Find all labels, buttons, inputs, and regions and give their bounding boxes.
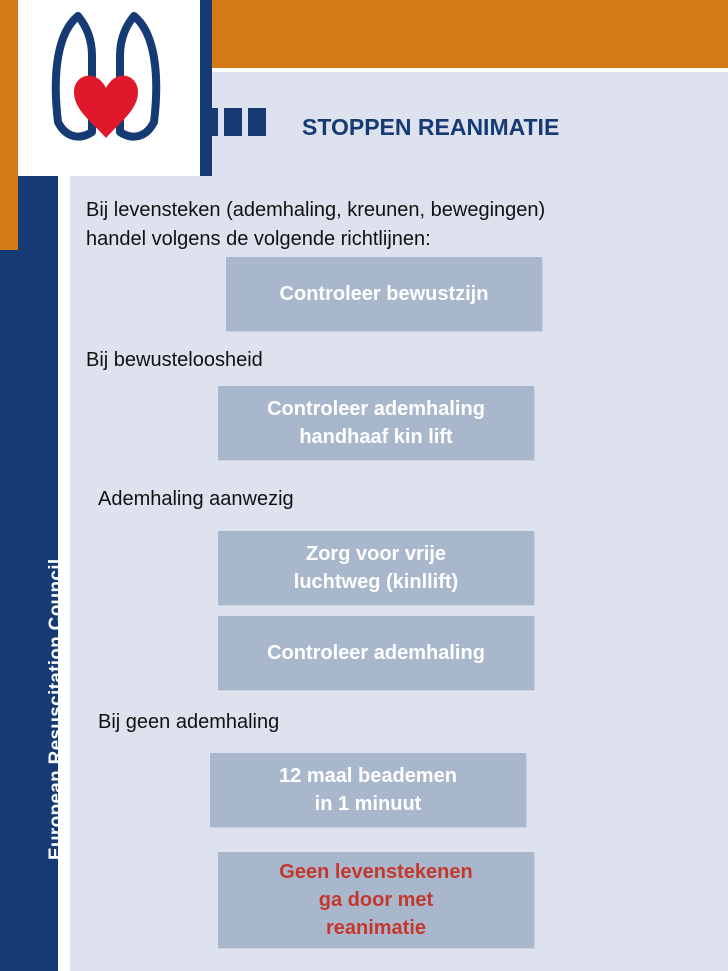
top-orange-band xyxy=(212,0,728,68)
logo-panel xyxy=(18,0,212,176)
step-check-breathing xyxy=(218,386,534,460)
step-clear-airway-line-2: luchtweg (kinllift) xyxy=(293,571,459,593)
step-continue-resuscitation xyxy=(218,852,534,948)
breathing-present-label: Ademhaling aanwezig xyxy=(98,488,294,510)
step-check-consciousness-label: Controleer bewustzijn xyxy=(279,283,489,305)
step-continue-line-3: reanimatie xyxy=(325,917,427,939)
step-check-breathing-again xyxy=(218,616,534,690)
intro-line-2: handel volgens de volgende richtlijnen: xyxy=(86,228,431,250)
step-check-breathing-line-2: handhaaf kin lift xyxy=(299,426,453,448)
step-clear-airway-line-1: Zorg voor vrije xyxy=(305,543,447,565)
step-continue-line-1: Geen levenstekenen xyxy=(279,861,473,883)
unconscious-label: Bij bewusteloosheid xyxy=(86,349,263,371)
intro-text xyxy=(86,196,716,254)
step-ventilate xyxy=(210,753,526,827)
left-orange-strip xyxy=(0,0,18,250)
lungs-heart-logo-icon xyxy=(36,12,176,152)
step-check-breathing-again-label: Controleer ademhaling xyxy=(267,642,485,664)
page-title: STOPPEN REANIMATIE xyxy=(302,114,560,140)
step-ventilate-line-2: in 1 minuut xyxy=(314,793,422,815)
intro-line-1: Bij levensteken (ademhaling, kreunen, bewegingen) xyxy=(86,199,546,221)
step-check-breathing-line-1: Controleer ademhaling xyxy=(267,398,485,420)
step-check-consciousness xyxy=(226,257,542,331)
no-breathing-label: Bij geen ademhaling xyxy=(98,711,280,733)
sidebar-organization-name: European Resuscitation Council xyxy=(46,558,67,860)
step-clear-airway xyxy=(218,531,534,605)
step-continue-line-2: ga door met xyxy=(318,889,434,911)
title-bullet-icon xyxy=(200,108,270,136)
step-ventilate-line-1: 12 maal beademen xyxy=(279,765,457,787)
